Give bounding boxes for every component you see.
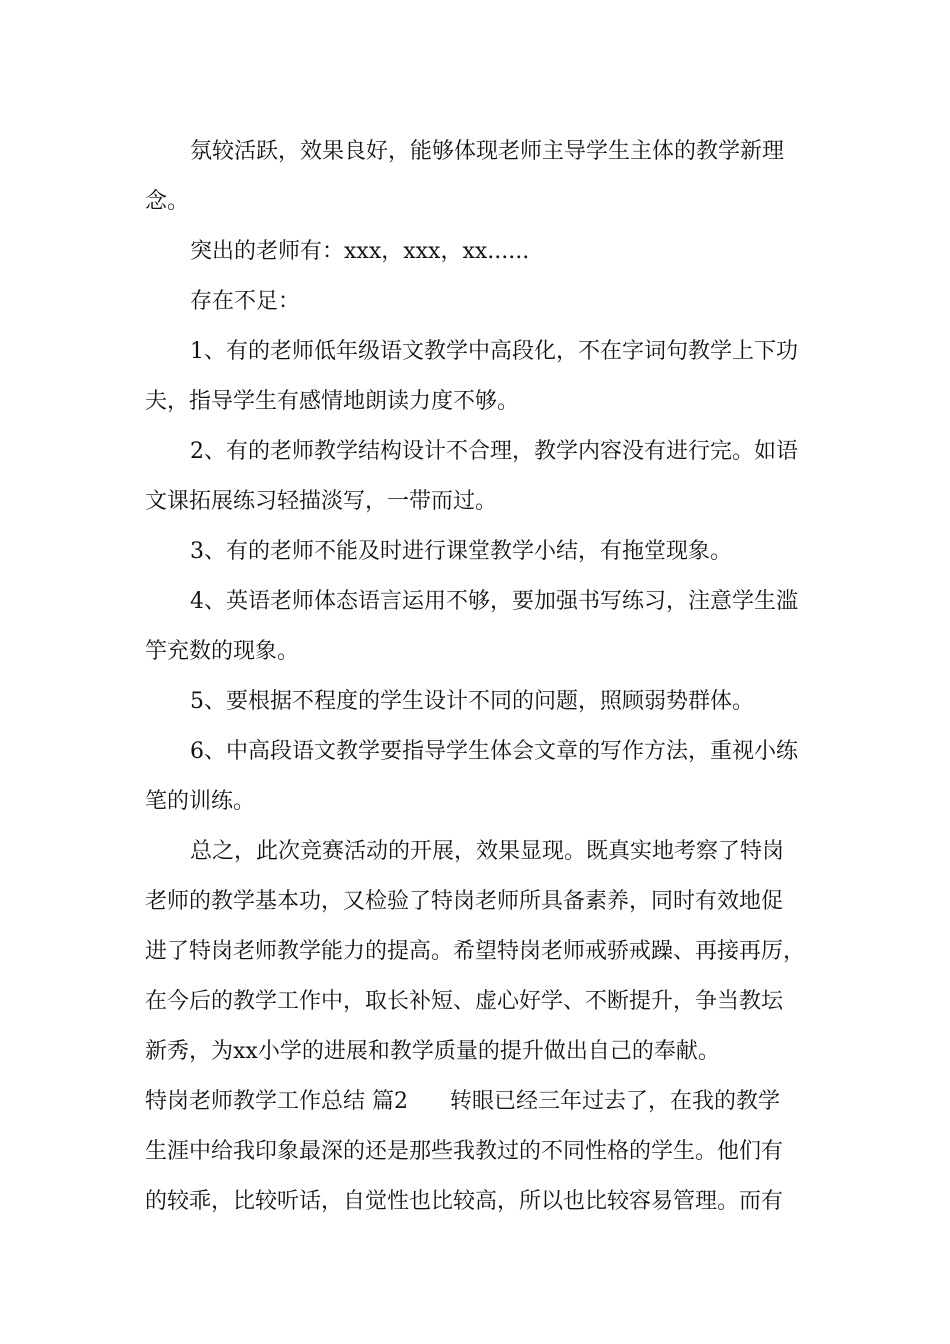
list-item-line: 1、有的老师低年级语文教学中高段化，不在字词句教学上下功 [190, 339, 798, 364]
paragraph-line: 念。 [145, 189, 190, 214]
paragraph-line: 的较乖，比较听话，自觉性也比较高，所以也比较容易管理。而有 [145, 1189, 784, 1214]
paragraph-line: 突出的老师有：xxx，xxx，xx...... [190, 239, 530, 264]
list-item-line: 2、有的老师教学结构设计不合理，教学内容没有进行完。如语 [190, 439, 798, 464]
list-item-line: 竽充数的现象。 [145, 639, 300, 664]
paragraph-line: 老师的教学基本功，又检验了特岗老师所具备素养，同时有效地促 [145, 889, 784, 914]
paragraph-line: 存在不足： [190, 289, 301, 314]
list-item-line: 3、有的老师不能及时进行课堂教学小结，有拖堂现象。 [190, 539, 732, 564]
section-heading-line [145, 1087, 815, 1117]
list-item-line: 6、中高段语文教学要指导学生体会文章的写作方法，重视小练 [190, 739, 798, 764]
section-first-line: 转眼已经三年过去了，在我的教学 [450, 1089, 781, 1114]
section-heading: 特岗老师教学工作总结 篇2 [145, 1089, 408, 1114]
paragraph-line: 进了特岗老师教学能力的提高。希望特岗老师戒骄戒躁、再接再厉， [145, 939, 806, 964]
paragraph-line: 总之，此次竞赛活动的开展，效果显现。既真实地考察了特岗 [190, 839, 785, 864]
paragraph-line: 新秀，为xx小学的进展和教学质量的提升做出自己的奉献。 [145, 1039, 720, 1064]
paragraph-line: 生涯中给我印象最深的还是那些我教过的不同性格的学生。他们有 [145, 1139, 784, 1164]
paragraph-line: 氛较活跃，效果良好，能够体现老师主导学生主体的教学新理 [190, 139, 785, 164]
paragraph-line: 在今后的教学工作中，取长补短、虚心好学、不断提升，争当教坛 [145, 989, 784, 1014]
list-item-line: 4、英语老师体态语言运用不够，要加强书写练习，注意学生滥 [190, 589, 798, 614]
list-item-line: 夫，指导学生有感情地朗读力度不够。 [145, 389, 520, 414]
list-item-line: 文课拓展练习轻描淡写，一带而过。 [145, 489, 498, 514]
list-item-line: 笔的训练。 [145, 789, 256, 814]
list-item-line: 5、要根据不程度的学生设计不同的问题，照顾弱势群体。 [190, 689, 754, 714]
